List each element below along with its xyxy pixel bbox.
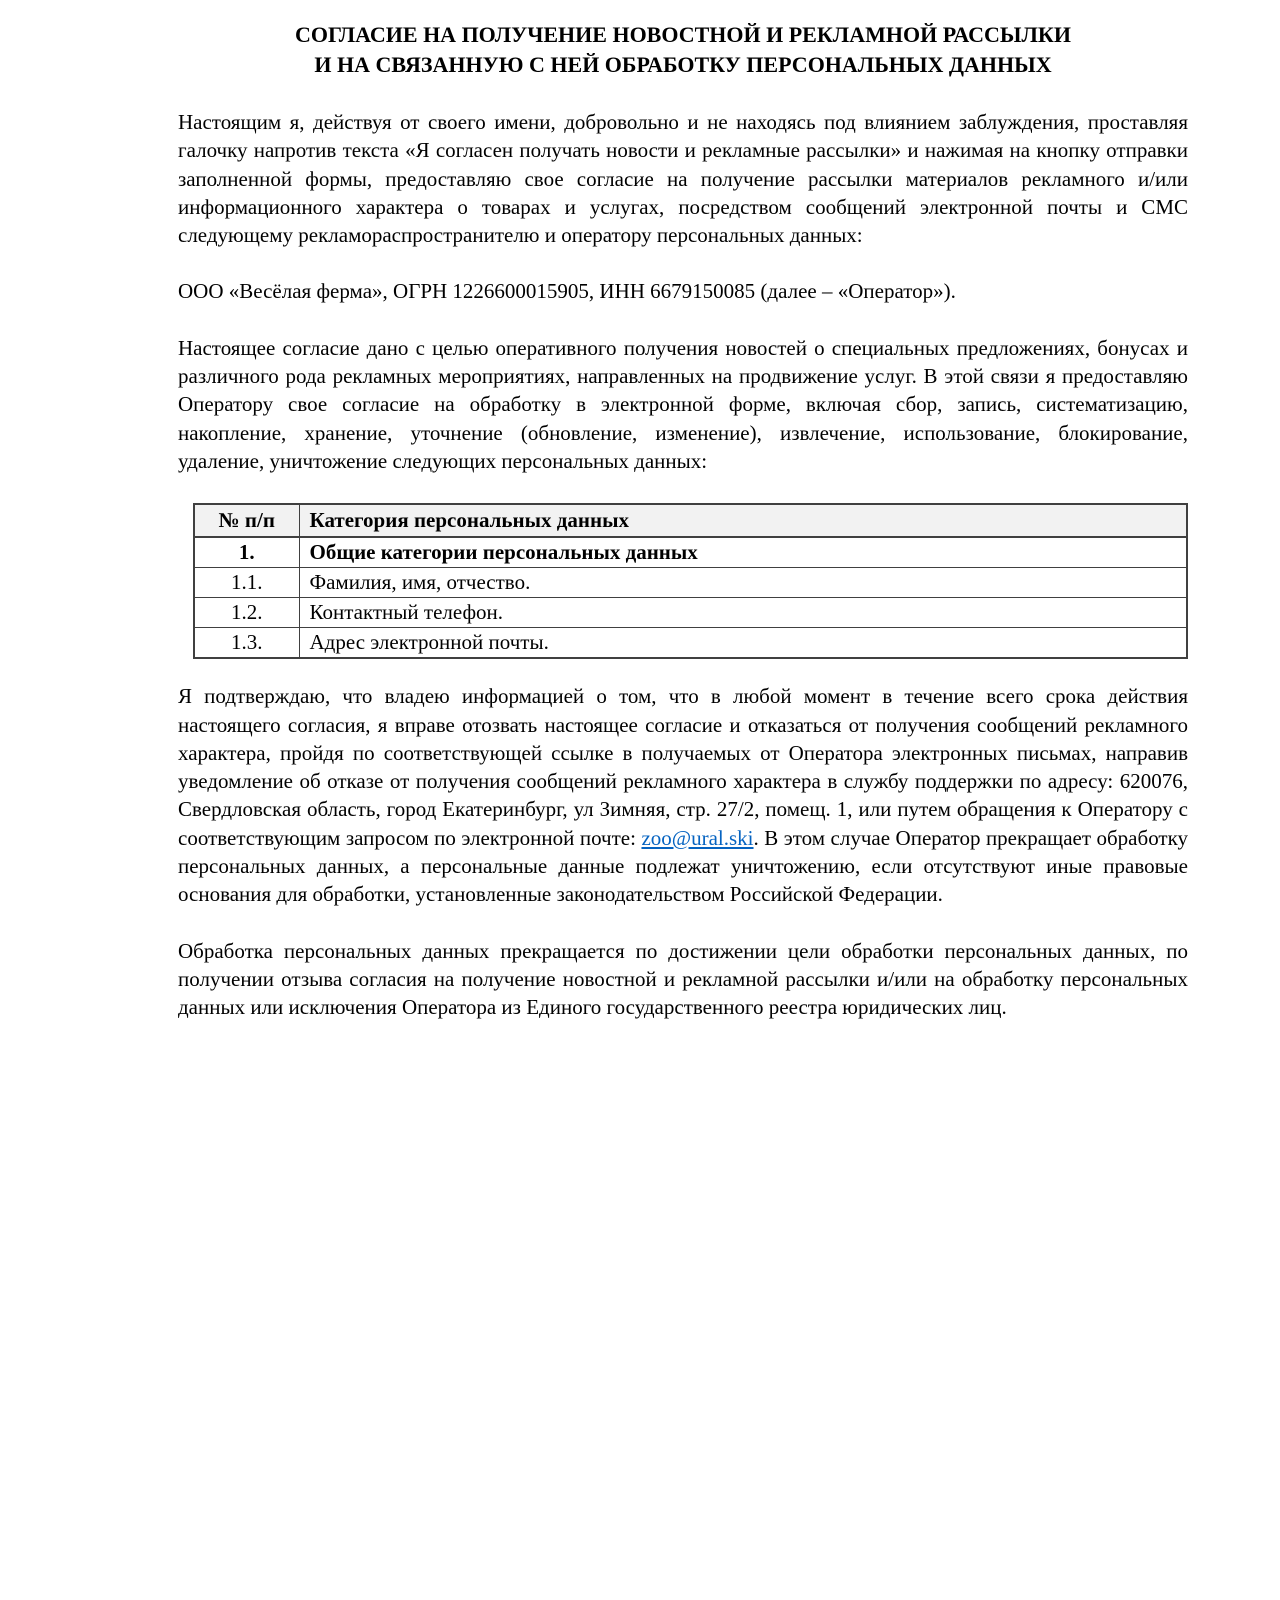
table-header-row	[194, 504, 1187, 537]
table-row	[194, 568, 1187, 598]
document-title-line-2: И НА СВЯЗАННУЮ С НЕЙ ОБРАБОТКУ ПЕРСОНАЛЬНЫХ ДАННЫХ	[314, 52, 1052, 77]
personal-data-categories-table	[193, 503, 1188, 659]
table-row	[194, 628, 1187, 659]
paragraph-withdrawal-rights	[178, 682, 1188, 908]
table-header-number: № п/п	[194, 504, 299, 537]
paragraph-consent-intro: Настоящим я, действуя от своего имени, добровольно и не находясь под влиянием заблуждения, проставляя галочку напротив текста «Я согласен получать новости и рекламные рассылки» и нажимая на кнопку отправки заполненной формы, предоставляю свое согласие на получение рассылки материалов рекламного и/или информационного характера о товарах и услугах, посредством сообщений электронной почты и СМС следующему рекламораспространителю и оператору персональных данных:	[178, 110, 1188, 248]
table-cell-category: Адрес электронной почты.	[299, 628, 1187, 659]
paragraph-processing-purpose: Настоящее согласие дано с целью оперативного получения новостей о специальных предложениях, бонусах и различного рода рекламных мероприятиях, направленных на продвижение услуг. В этой связи я предоставляю Оператору свое согласие на обработку в электронной форме, включая сбор, запись, систематизацию, накопление, хранение, уточнение (обновление, изменение), извлечение, использование, блокирование, удаление, уничтожение следующих персональных данных:	[178, 335, 1188, 473]
table-cell-category: Общие категории персональных данных	[299, 537, 1187, 568]
paragraph-operator-details: ООО «Весёлая ферма», ОГРН 1226600015905, ИНН 6679150085 (далее – «Оператор»).	[178, 279, 956, 304]
document-title	[178, 20, 1188, 80]
paragraph-processing-termination: Обработка персональных данных прекращается по достижении цели обработки персональных данных, по получении отзыва согласия на получение новостной и рекламной рассылки и/или на обработку персональных данных или исключения Оператора из Единого государственного реестра юридических лиц.	[178, 938, 1188, 1020]
table-cell-number: 1.1.	[194, 568, 299, 598]
table-row	[194, 537, 1187, 568]
table-cell-number: 1.2.	[194, 598, 299, 628]
document-title-line-1: СОГЛАСИЕ НА ПОЛУЧЕНИЕ НОВОСТНОЙ И РЕКЛАМНОЙ РАССЫЛКИ	[295, 22, 1071, 47]
table-row	[194, 598, 1187, 628]
operator-email-link[interactable]: zoo@ural.ski	[641, 825, 754, 850]
table-header-category: Категория персональных данных	[299, 504, 1187, 537]
table-cell-number: 1.	[194, 537, 299, 568]
table-cell-category: Фамилия, имя, отчество.	[299, 568, 1187, 598]
table-cell-number: 1.3.	[194, 628, 299, 659]
table-cell-category: Контактный телефон.	[299, 598, 1187, 628]
withdrawal-text-before-link: Я подтверждаю, что владею информацией о том, что в любой момент в течение всего срока действия настоящего согласия, я вправе отозвать настоящее согласие и отказаться от получения сообщений рекламного характера, пройдя по соответствующей ссылке в получаемых от Оператора электронных письмах, направив уведомление об отказе от получения сообщений рекламного характера в службу поддержки по адресу: 620076, Свердловская область, город Екатеринбург, ул Зимняя, стр. 27/2, помещ. 1, или путем обращения к Оператору с соответствующим запросом по электронной почте:	[178, 684, 1188, 850]
withdrawal-text-after-link: . В этом случае Оператор прекращает обработку персональных данных, а персональные данные подлежат уничтожению, если отсутствуют иные правовые основания для обработки, установленные законодательством Российской Федерации.	[178, 825, 1188, 907]
